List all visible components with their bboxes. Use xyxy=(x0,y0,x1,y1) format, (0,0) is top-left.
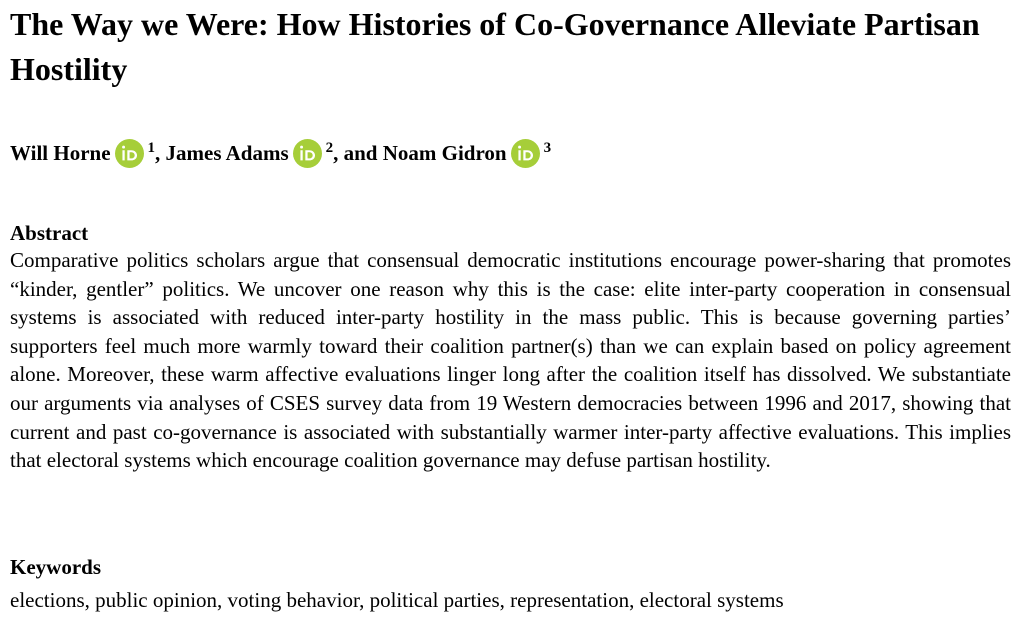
author-name: Will Horne xyxy=(10,141,111,165)
keywords-heading: Keywords xyxy=(10,555,101,579)
affiliation-marker: 3 xyxy=(543,140,552,156)
author-james-adams xyxy=(166,141,383,165)
author-separator: , and xyxy=(333,141,383,165)
affiliation-marker: 2 xyxy=(325,140,334,156)
orcid-icon[interactable] xyxy=(511,139,540,168)
author-will-horne xyxy=(10,141,166,165)
author-name: James Adams xyxy=(165,141,289,165)
abstract-text: Comparative politics scholars argue that consensual democratic institutions encourage power-sharing that promotes “kinder, gentler” politics. We uncover one reason why this is the case: elite inter-party cooperation in consensual systems is associated with reduced inter-party hostility in the mass public. This is because governing parties’ supporters feel much more warmly toward their coalition partner(s) than we can explain based on policy agreement alone. Moreover, these warm affective evaluations linger long after the coalition itself has dissolved. We substantiate our arguments via analyses of CSES survey data from 19 Western democracies between 1996 and 2017, showing that current and past co-governance is associated with substantially warmer inter-party affective evaluations. This implies that electoral systems which encourage coalition governance may defuse partisan hostility. xyxy=(10,248,1011,473)
abstract-heading: Abstract xyxy=(10,221,89,245)
keywords-list: elections, public opinion, voting behavior, political parties, representation, electoral systems xyxy=(10,588,784,612)
author-separator: , xyxy=(155,141,166,165)
author-name: Noam Gidron xyxy=(382,141,507,165)
orcid-icon[interactable] xyxy=(293,139,322,168)
orcid-icon[interactable] xyxy=(115,139,144,168)
paper-front-page xyxy=(10,0,1011,612)
paper-title: The Way we Were: How Histories of Co-Governance Alleviate Partisan Hostility xyxy=(10,6,980,87)
affiliation-marker: 1 xyxy=(147,140,156,156)
author-noam-gidron xyxy=(383,141,551,165)
author-line xyxy=(10,136,1011,170)
